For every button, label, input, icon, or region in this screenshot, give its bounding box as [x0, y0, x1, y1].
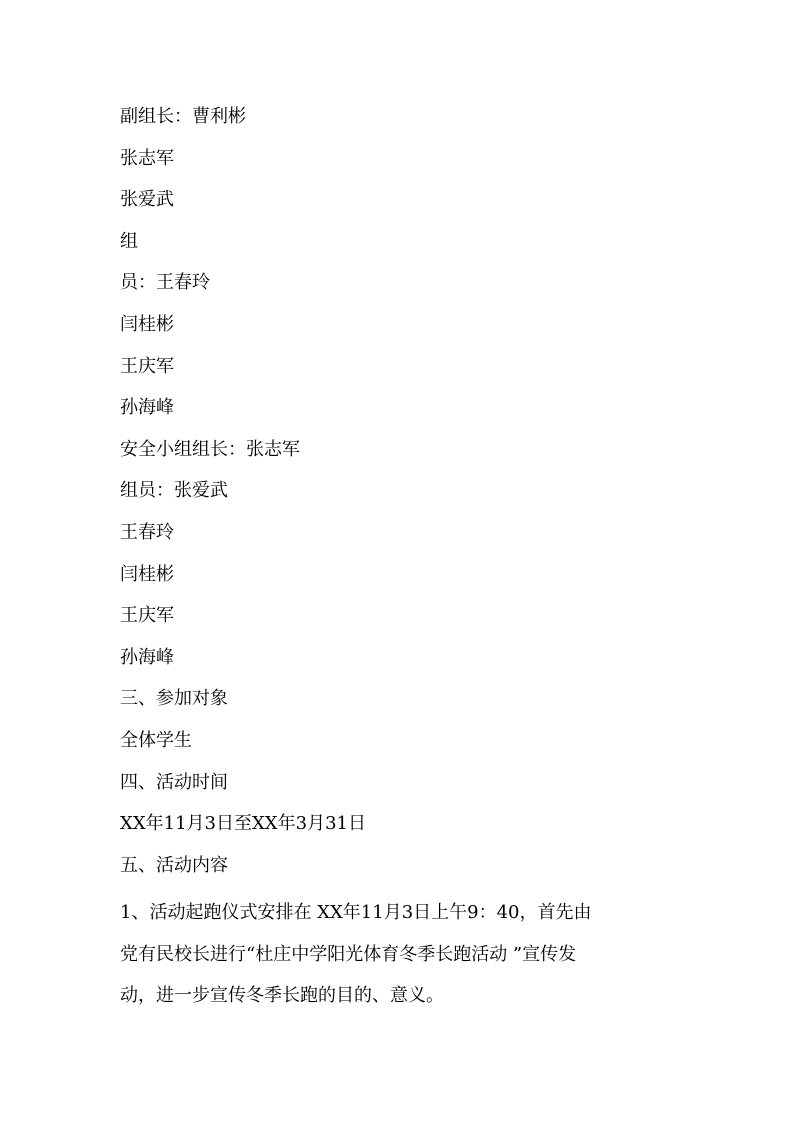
- section-heading: 三、参加对象: [120, 688, 228, 710]
- body-paragraph: [120, 892, 680, 1017]
- text-line: 王庆军: [120, 355, 174, 377]
- paragraph-line: 1、活动起跑仪式安排在 XX年11月3日上午9：40，首先由: [120, 902, 592, 924]
- text-line: 张爱武: [120, 189, 174, 211]
- text-line: 副组长：曹利彬: [120, 106, 246, 127]
- text-line: 安全小组组长：张志军: [120, 438, 300, 460]
- text-line: 王庆军: [120, 605, 174, 627]
- section-heading: 五、活动内容: [120, 854, 228, 876]
- text-line: 闫桂彬: [120, 563, 174, 585]
- text-line: 全体学生: [120, 729, 192, 751]
- paragraph-line: 动，进一步宣传冬季长跑的目的、意义。: [120, 985, 444, 1007]
- text-line: 员：王春玲: [120, 272, 210, 294]
- text-line: XX年11月3日至XX年3月31日: [120, 813, 366, 835]
- paragraph-line: 党有民校长进行“杜庄中学阳光体育冬季长跑活动 ”宣传发: [120, 943, 577, 965]
- text-line: 组员：张爱武: [120, 480, 228, 502]
- text-line: 王春玲: [120, 521, 174, 543]
- text-line: 孙海峰: [120, 646, 174, 668]
- text-line: 孙海峰: [120, 397, 174, 419]
- text-line: 张志军: [120, 147, 174, 169]
- document-body: [120, 102, 680, 1017]
- text-line: 组: [120, 230, 138, 252]
- text-line: 闫桂彬: [120, 313, 174, 335]
- section-heading: 四、活动时间: [120, 771, 228, 793]
